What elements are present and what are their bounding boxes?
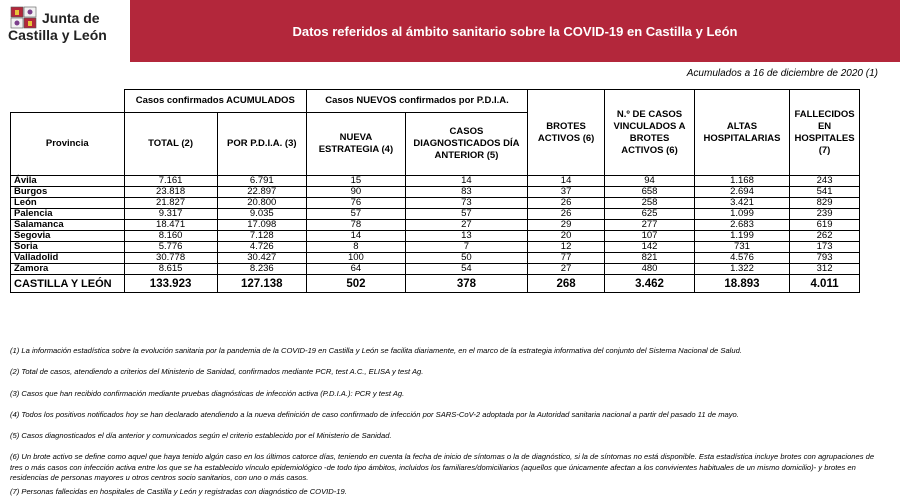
table-row (11, 176, 860, 187)
table-cell: 239 (790, 209, 860, 220)
col-header-vinculados: N.º DE CASOS VINCULADOS A BROTES ACTIVOS (6) (605, 90, 695, 176)
table-row (11, 198, 860, 209)
footnote: (1) La información estadística sobre la evolución sanitaria por la pandemia de la COVID-19 en Castilla y León se facilita diariamente, en el marco de la estrategia informativa del conjunto del Sistema Nacional de Salud. (10, 346, 742, 355)
total-cell: 378 (405, 275, 527, 293)
table-cell: 90 (306, 187, 405, 198)
table-cell: 4.726 (217, 242, 306, 253)
table-cell: 1.322 (694, 264, 789, 275)
province-name: Zamora (11, 264, 125, 275)
table-cell: 8.236 (217, 264, 306, 275)
group-header-nuevos: Casos NUEVOS confirmados por P.D.I.A. (306, 90, 527, 113)
table-row (11, 220, 860, 231)
table-cell: 13 (405, 231, 527, 242)
col-header-nueva: NUEVA ESTRATEGIA (4) (306, 113, 405, 176)
table-cell: 277 (605, 220, 695, 231)
col-header-total: TOTAL (2) (124, 113, 217, 176)
col-header-altas: ALTAS HOSPITALARIAS (694, 90, 789, 176)
table-row (11, 264, 860, 275)
table-cell: 3.421 (694, 198, 789, 209)
table-cell: 541 (790, 187, 860, 198)
table-cell: 30.427 (217, 253, 306, 264)
table-cell: 8.160 (124, 231, 217, 242)
table-cell: 107 (605, 231, 695, 242)
table-cell: 793 (790, 253, 860, 264)
table-cell: 37 (528, 187, 605, 198)
table-cell: 243 (790, 176, 860, 187)
table-cell: 312 (790, 264, 860, 275)
province-name: Segovia (11, 231, 125, 242)
total-row (11, 275, 860, 293)
table-cell: 1.099 (694, 209, 789, 220)
total-cell: 127.138 (217, 275, 306, 293)
table-cell: 262 (790, 231, 860, 242)
table-cell: 12 (528, 242, 605, 253)
table-cell: 22.897 (217, 187, 306, 198)
table-cell: 625 (605, 209, 695, 220)
table-body (11, 176, 860, 293)
table-cell: 94 (605, 176, 695, 187)
table-cell: 829 (790, 198, 860, 209)
table-cell: 50 (405, 253, 527, 264)
table-cell: 26 (528, 209, 605, 220)
table-cell: 26 (528, 198, 605, 209)
table-row (11, 231, 860, 242)
table-cell: 57 (405, 209, 527, 220)
col-header-diag: CASOS DIAGNOSTICADOS DÍA ANTERIOR (5) (405, 113, 527, 176)
province-name: León (11, 198, 125, 209)
table-cell: 76 (306, 198, 405, 209)
table-cell: 15 (306, 176, 405, 187)
total-cell: 268 (528, 275, 605, 293)
total-cell: 133.923 (124, 275, 217, 293)
table-cell: 54 (405, 264, 527, 275)
table-cell: 29 (528, 220, 605, 231)
page-header (0, 0, 900, 62)
junta-logo (8, 4, 128, 60)
table-cell: 14 (405, 176, 527, 187)
table-row (11, 253, 860, 264)
title-banner (130, 0, 900, 62)
table-cell: 480 (605, 264, 695, 275)
total-label: CASTILLA Y LEÓN (11, 275, 125, 293)
table-cell: 73 (405, 198, 527, 209)
table-cell: 57 (306, 209, 405, 220)
table-cell: 2.683 (694, 220, 789, 231)
footnote: (4) Todos los positivos notificados hoy se han declarado atendiendo a la nueva definición de caso confirmado de infección por SARS-CoV-2 adoptada por la Autoridad sanitaria nacional a partir del pasado 11 de mayo. (10, 410, 739, 419)
table-cell: 30.778 (124, 253, 217, 264)
covid-data-table (10, 89, 860, 293)
date-subtitle: Acumulados a 16 de diciembre de 2020 (1) (686, 68, 878, 79)
table-row (11, 242, 860, 253)
total-cell: 4.011 (790, 275, 860, 293)
table-cell: 18.471 (124, 220, 217, 231)
logo-line1: Junta de (42, 10, 100, 26)
province-name: Palencia (11, 209, 125, 220)
table-cell: 21.827 (124, 198, 217, 209)
province-name: Salamanca (11, 220, 125, 231)
province-name: Valladolid (11, 253, 125, 264)
table-cell: 27 (528, 264, 605, 275)
table-cell: 731 (694, 242, 789, 253)
table-cell: 23.818 (124, 187, 217, 198)
table-cell: 658 (605, 187, 695, 198)
table-cell: 173 (790, 242, 860, 253)
group-header-acumulados: Casos confirmados ACUMULADOS (124, 90, 306, 113)
footnote: (2) Total de casos, atendiendo a criterios del Ministerio de Sanidad, confirmados mediante PCR, test A.C., ELISA y test Ag. (10, 367, 424, 376)
col-header-fallecidos: FALLECIDOS EN HOSPITALES (7) (790, 90, 860, 176)
table-cell: 27 (405, 220, 527, 231)
table-cell: 83 (405, 187, 527, 198)
province-name: Ávila (11, 176, 125, 187)
table-cell: 142 (605, 242, 695, 253)
total-cell: 502 (306, 275, 405, 293)
footnote: (5) Casos diagnosticados el día anterior y comunicados según el criterio establecido por el Ministerio de Sanidad. (10, 431, 392, 440)
table-cell: 5.776 (124, 242, 217, 253)
table-cell: 14 (306, 231, 405, 242)
table-cell: 6.791 (217, 176, 306, 187)
footnote: (7) Personas fallecidas en hospitales de Castilla y León y registradas con diagnóstico de COVID-19. (10, 487, 347, 496)
province-name: Burgos (11, 187, 125, 198)
table-cell: 17.098 (217, 220, 306, 231)
table-cell: 7.161 (124, 176, 217, 187)
logo-text (8, 10, 107, 43)
logo-line2: Castilla y León (8, 27, 107, 43)
table-cell: 821 (605, 253, 695, 264)
table-cell: 8.615 (124, 264, 217, 275)
table-cell: 77 (528, 253, 605, 264)
page-title: Datos referidos al ámbito sanitario sobre la COVID-19 en Castilla y León (292, 23, 738, 39)
total-cell: 3.462 (605, 275, 695, 293)
col-header-brotes: BROTES ACTIVOS (6) (528, 90, 605, 176)
table-cell: 9.035 (217, 209, 306, 220)
table-cell: 4.576 (694, 253, 789, 264)
table-cell: 100 (306, 253, 405, 264)
province-name: Soria (11, 242, 125, 253)
table-cell: 619 (790, 220, 860, 231)
empty-corner (11, 90, 125, 113)
table-cell: 8 (306, 242, 405, 253)
table-cell: 7 (405, 242, 527, 253)
table-cell: 7.128 (217, 231, 306, 242)
footnote: (3) Casos que han recibido confirmación mediante pruebas diagnósticas de infección activa (P.D.I.A.): PCR y test Ag. (10, 389, 405, 398)
table-cell: 258 (605, 198, 695, 209)
table-cell: 14 (528, 176, 605, 187)
col-header-provincia: Provincia (11, 113, 125, 176)
table-cell: 2.694 (694, 187, 789, 198)
table-row (11, 209, 860, 220)
col-header-pdia: POR P.D.I.A. (3) (217, 113, 306, 176)
total-cell: 18.893 (694, 275, 789, 293)
table-cell: 1.199 (694, 231, 789, 242)
table-cell: 20.800 (217, 198, 306, 209)
table-cell: 20 (528, 231, 605, 242)
footnote: (6) Un brote activo se define como aquel que haya tenido algún caso en los últimos catorce días, teniendo en cuenta la fecha de inicio de síntomas o la de diagnóstico, si la de síntomas no está disponible. Esta estadística incluye brotes con agrupaciones de tres o más casos con infección activa entre los que se ha establecido vínculo epidemiológico -de todo tipo ámbitos, incluidos los familiares/domiciliarios (aquellos que únicamente afectan a los convivientes habituales de un mismo domicilio)- y brotes en residencias de personas mayores u otros centros socio sanitarios, con uno o más casos. (10, 452, 875, 482)
table-cell: 9.317 (124, 209, 217, 220)
table-cell: 78 (306, 220, 405, 231)
table-row (11, 187, 860, 198)
table-cell: 1.168 (694, 176, 789, 187)
table-cell: 64 (306, 264, 405, 275)
